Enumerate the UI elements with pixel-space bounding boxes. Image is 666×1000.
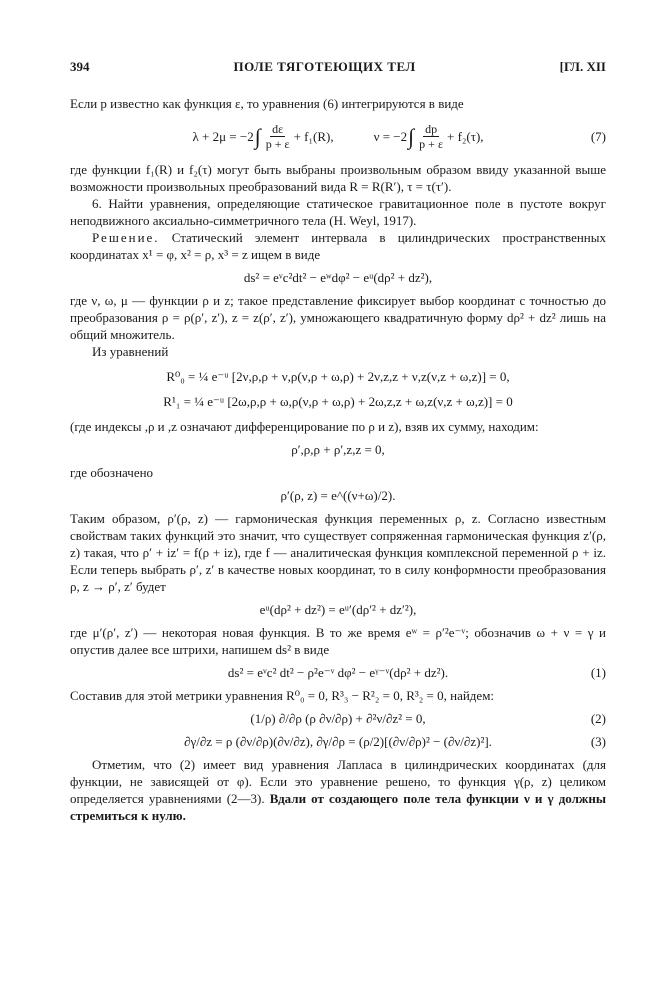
eq7-fraction-1 <box>264 122 292 151</box>
equation-3 <box>70 733 606 750</box>
solution-paragraph <box>70 229 606 263</box>
running-title: ПОЛЕ ТЯГОТЕЮЩИХ ТЕЛ <box>233 59 416 74</box>
paragraph-7: Таким образом, ρ′(ρ, z) — гармоническая функция переменных ρ, z. Согласно известным свойствам таких функций это значит, что существует сопряженная гармоническая функция z′(ρ, z) такая, что ρ′ + iz′ = f(ρ + iz), где f — аналитическая функция комплексной переменной ρ + iz. Если теперь выбрать ρ′, z′ в качестве новых координат, то в силу конформности преобразования ρ, z → ρ′, z′ будет <box>70 511 606 594</box>
frac-denominator: p + ε <box>419 137 443 151</box>
integral-sign: ∫ <box>408 123 415 149</box>
paragraph-10 <box>70 756 606 824</box>
eq7-fraction-2 <box>417 122 445 151</box>
paragraph-1: Если p известно как функция ε, то уравнения (6) интегрируются в виде <box>70 96 464 111</box>
eq7-lhs: λ + 2μ = −2 <box>192 129 254 144</box>
eq2-body: (1/ρ) ∂/∂ρ (ρ ∂ν/∂ρ) + ∂²ν/∂z² = 0, <box>250 711 426 726</box>
paragraph-5: (где индексы ,ρ и ,z означают дифференцирование по ρ и z), взяв их сумму, находим: <box>70 419 539 434</box>
equation-rho-def: ρ′(ρ, z) = e^((ν+ω)/2). <box>280 488 396 503</box>
paragraph-4: Из уравнений <box>92 344 169 359</box>
eq7-lhs-2: ν = −2 <box>373 129 408 144</box>
paragraph-9: Составив для этой метрики уравнения R⁰₀ = 0, R³₃ − R²₂ = 0, R³₂ = 0, найдем: <box>70 688 495 703</box>
equation-interval: ds² = eᵛc²dt² − eʷdφ² − eᵘ(dρ² + dz²), <box>243 270 433 285</box>
equation-R11: R¹₁ = ¼ e⁻ᵘ [2ω,ρ,ρ + ω,ρ(ν,ρ + ω,ρ) + 2ω,z,z + ω,z(ν,z + ω,z)] = 0 <box>163 394 513 409</box>
equation-number: (2) <box>590 711 606 726</box>
paragraph-10-bold: Вдали от создающего поле тела функции ν и γ должны стремиться к нулю. <box>70 791 606 823</box>
running-header <box>70 58 606 75</box>
integral-sign: ∫ <box>254 123 261 149</box>
eq7-tail-1: + f₁(R), <box>293 129 334 144</box>
solution-label: Решение. <box>92 230 160 245</box>
paragraph-2: где функции f₁(R) и f₂(τ) могут быть выбраны произвольным образом ввиду указанной выше возможности произвольных преобразований вида R = R(R′), τ = τ(τ′). <box>70 162 606 194</box>
equation-number: (3) <box>590 734 606 749</box>
equation-R00: R⁰₀ = ¼ e⁻ᵘ [2ν,ρ,ρ + ν,ρ(ν,ρ + ω,ρ) + 2ν,z,z + ν,z(ν,z + ω,z)] = 0, <box>166 369 510 384</box>
equation-harmonic: ρ′,ρ,ρ + ρ′,z,z = 0, <box>291 442 385 457</box>
paragraph-3: где ν, ω, μ — функции ρ и z; такое представление фиксирует выбор координат с точностью до преобразования ρ = ρ(ρ′, z′), z = z(ρ′, z′), умножающего квадратичную форму dρ² + dz² лишь на общий множитель. <box>70 293 606 342</box>
frac-denominator: p + ε <box>265 137 290 151</box>
frac-numerator: dp <box>425 122 438 136</box>
paragraph-6: где обозначено <box>70 465 154 480</box>
problem-6: 6. Найти уравнения, определяющие статическое гравитационное поле в пустоте вокруг неподвижного аксиально-симметричного тела (H. Weyl, 1917). <box>70 196 606 228</box>
equation-number: (1) <box>590 665 606 680</box>
equation-2 <box>70 710 606 727</box>
equation-conformal: eᵘ(dρ² + dz²) = eᵘ′(dρ′² + dz′²), <box>259 602 417 617</box>
paragraph-8: где μ′(ρ′, z′) — некоторая новая функция. В то же время eʷ = ρ′²e⁻ᵛ; обозначив ω + ν = γ и опустив далее все штрихи, напишем ds² в виде <box>70 625 606 657</box>
page-number: 394 <box>70 59 90 74</box>
eq1-body: ds² = eᵛc² dt² − ρ²e⁻ᵛ dφ² − eᵞ⁻ᵛ(dρ² + dz²). <box>227 665 449 680</box>
paragraph-10-text: Отметим, что (2) имеет вид уравнения Лапласа в цилиндрических координатах (для функции, не зависящей от φ). Если это уравнение решено, то функция γ(ρ, z) целиком определяется уравнениями (2—3). <box>70 757 606 806</box>
solution-text: Статический элемент интервала в цилиндрических пространственных координатах x¹ = φ, x² = ρ, x³ = z ищем в виде <box>70 230 606 262</box>
chapter-label: [ГЛ. XII <box>559 59 606 74</box>
eq7-tail-2: + f₂(τ), <box>446 129 484 144</box>
equation-1 <box>70 664 606 681</box>
frac-numerator: dε <box>272 122 284 136</box>
equation-number: (7) <box>590 129 606 144</box>
page <box>70 58 606 824</box>
equation-7 <box>70 122 606 151</box>
eq3-body: ∂γ/∂z = ρ (∂ν/∂ρ)(∂ν/∂z), ∂γ/∂ρ = (ρ/2)[(∂ν/∂ρ)² − (∂ν/∂z)²]. <box>184 734 492 749</box>
